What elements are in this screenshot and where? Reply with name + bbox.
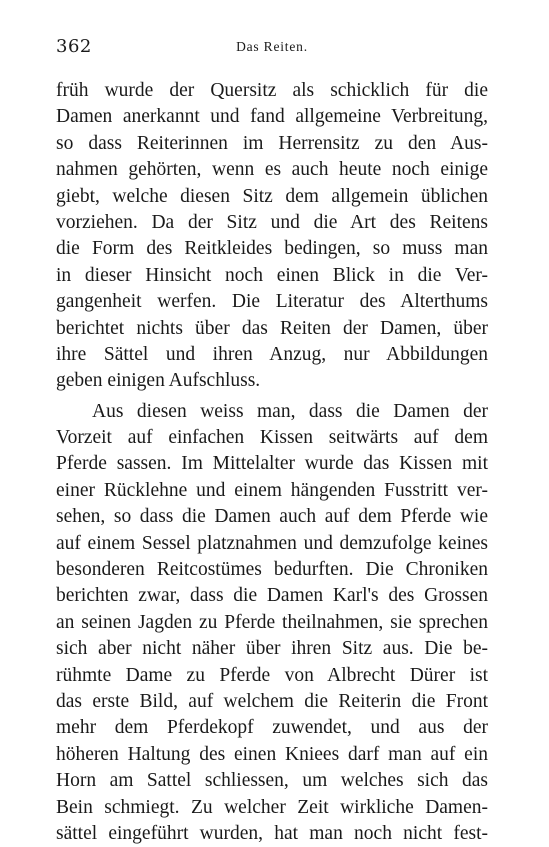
text-line: Bein schmiegt. Zu welcher Zeit wirkliche Damen- bbox=[56, 796, 488, 818]
body-text bbox=[56, 78, 488, 847]
text-line: rühmte Dame zu Pferde von Albrecht Dürer ist bbox=[56, 664, 488, 686]
text-line: nahmen gehörten, wenn es auch heute noch einige bbox=[56, 159, 488, 181]
text-line: berichten zwar, dass die Damen Karl's des Grossen bbox=[56, 585, 488, 607]
text-line: vorziehen. Da der Sitz und die Art des Reitens bbox=[56, 211, 488, 233]
text-line: das erste Bild, auf welchem die Reiterin die Front bbox=[56, 690, 488, 712]
text-line: gangenheit werfen. Die Literatur des Alterthums bbox=[56, 291, 488, 313]
text-line: sich aber nicht näher über ihren Sitz aus. Die be- bbox=[56, 638, 488, 660]
text-line: sättel eingeführt wurden, hat man noch nicht fest- bbox=[56, 822, 488, 844]
text-line: früh wurde der Quersitz als schicklich für die bbox=[56, 80, 488, 101]
text-line: auf einem Sessel platznahmen und demzufolge keines bbox=[56, 532, 488, 554]
text-line: in dieser Hinsicht noch einen Blick in die Ver- bbox=[56, 264, 488, 286]
text-line: an seinen Jagden zu Pferde theilnahmen, sie sprechen bbox=[56, 611, 488, 633]
text-line: giebt, welche diesen Sitz dem allgemein üblichen bbox=[56, 185, 488, 207]
text-line: ihre Sättel und ihren Anzug, nur Abbildungen bbox=[56, 343, 488, 365]
text-line: Vorzeit auf einfachen Kissen seitwärts auf dem bbox=[56, 427, 488, 449]
running-title: Das Reiten. bbox=[236, 39, 308, 54]
text-line: berichtet nichts über das Reiten der Damen, über bbox=[56, 317, 488, 339]
text-line: sehen, so dass die Damen auch auf dem Pferde wie bbox=[56, 506, 488, 528]
text-line: so dass Reiterinnen im Herrensitz zu den Aus- bbox=[56, 132, 488, 154]
text-line: besonderen Reitcostümes bedurften. Die Chroniken bbox=[56, 559, 488, 581]
text-line: geben einigen Aufschluss. bbox=[56, 370, 261, 392]
text-line: Damen anerkannt und fand allgemeine Verbreitung, bbox=[56, 106, 488, 128]
page-header bbox=[56, 36, 488, 60]
text-line: mehr dem Pferdekopf zuwendet, und aus der bbox=[56, 717, 488, 739]
paragraph-1 bbox=[56, 78, 488, 395]
text-line: Aus diesen weiss man, dass die Damen der bbox=[92, 400, 488, 422]
text-line: die Form des Reitkleides bedingen, so muss man bbox=[56, 238, 488, 260]
text-line: höheren Haltung des einen Kniees darf man auf ein bbox=[56, 743, 488, 765]
text-line: einer Rücklehne und einem hängenden Fusstritt ver- bbox=[56, 479, 488, 501]
page-number: 362 bbox=[56, 36, 92, 57]
paragraph-2 bbox=[56, 399, 488, 847]
text-line: Pferde sassen. Im Mittelalter wurde das Kissen mit bbox=[56, 453, 488, 475]
text-line: Horn am Sattel schliessen, um welches sich das bbox=[56, 770, 488, 792]
